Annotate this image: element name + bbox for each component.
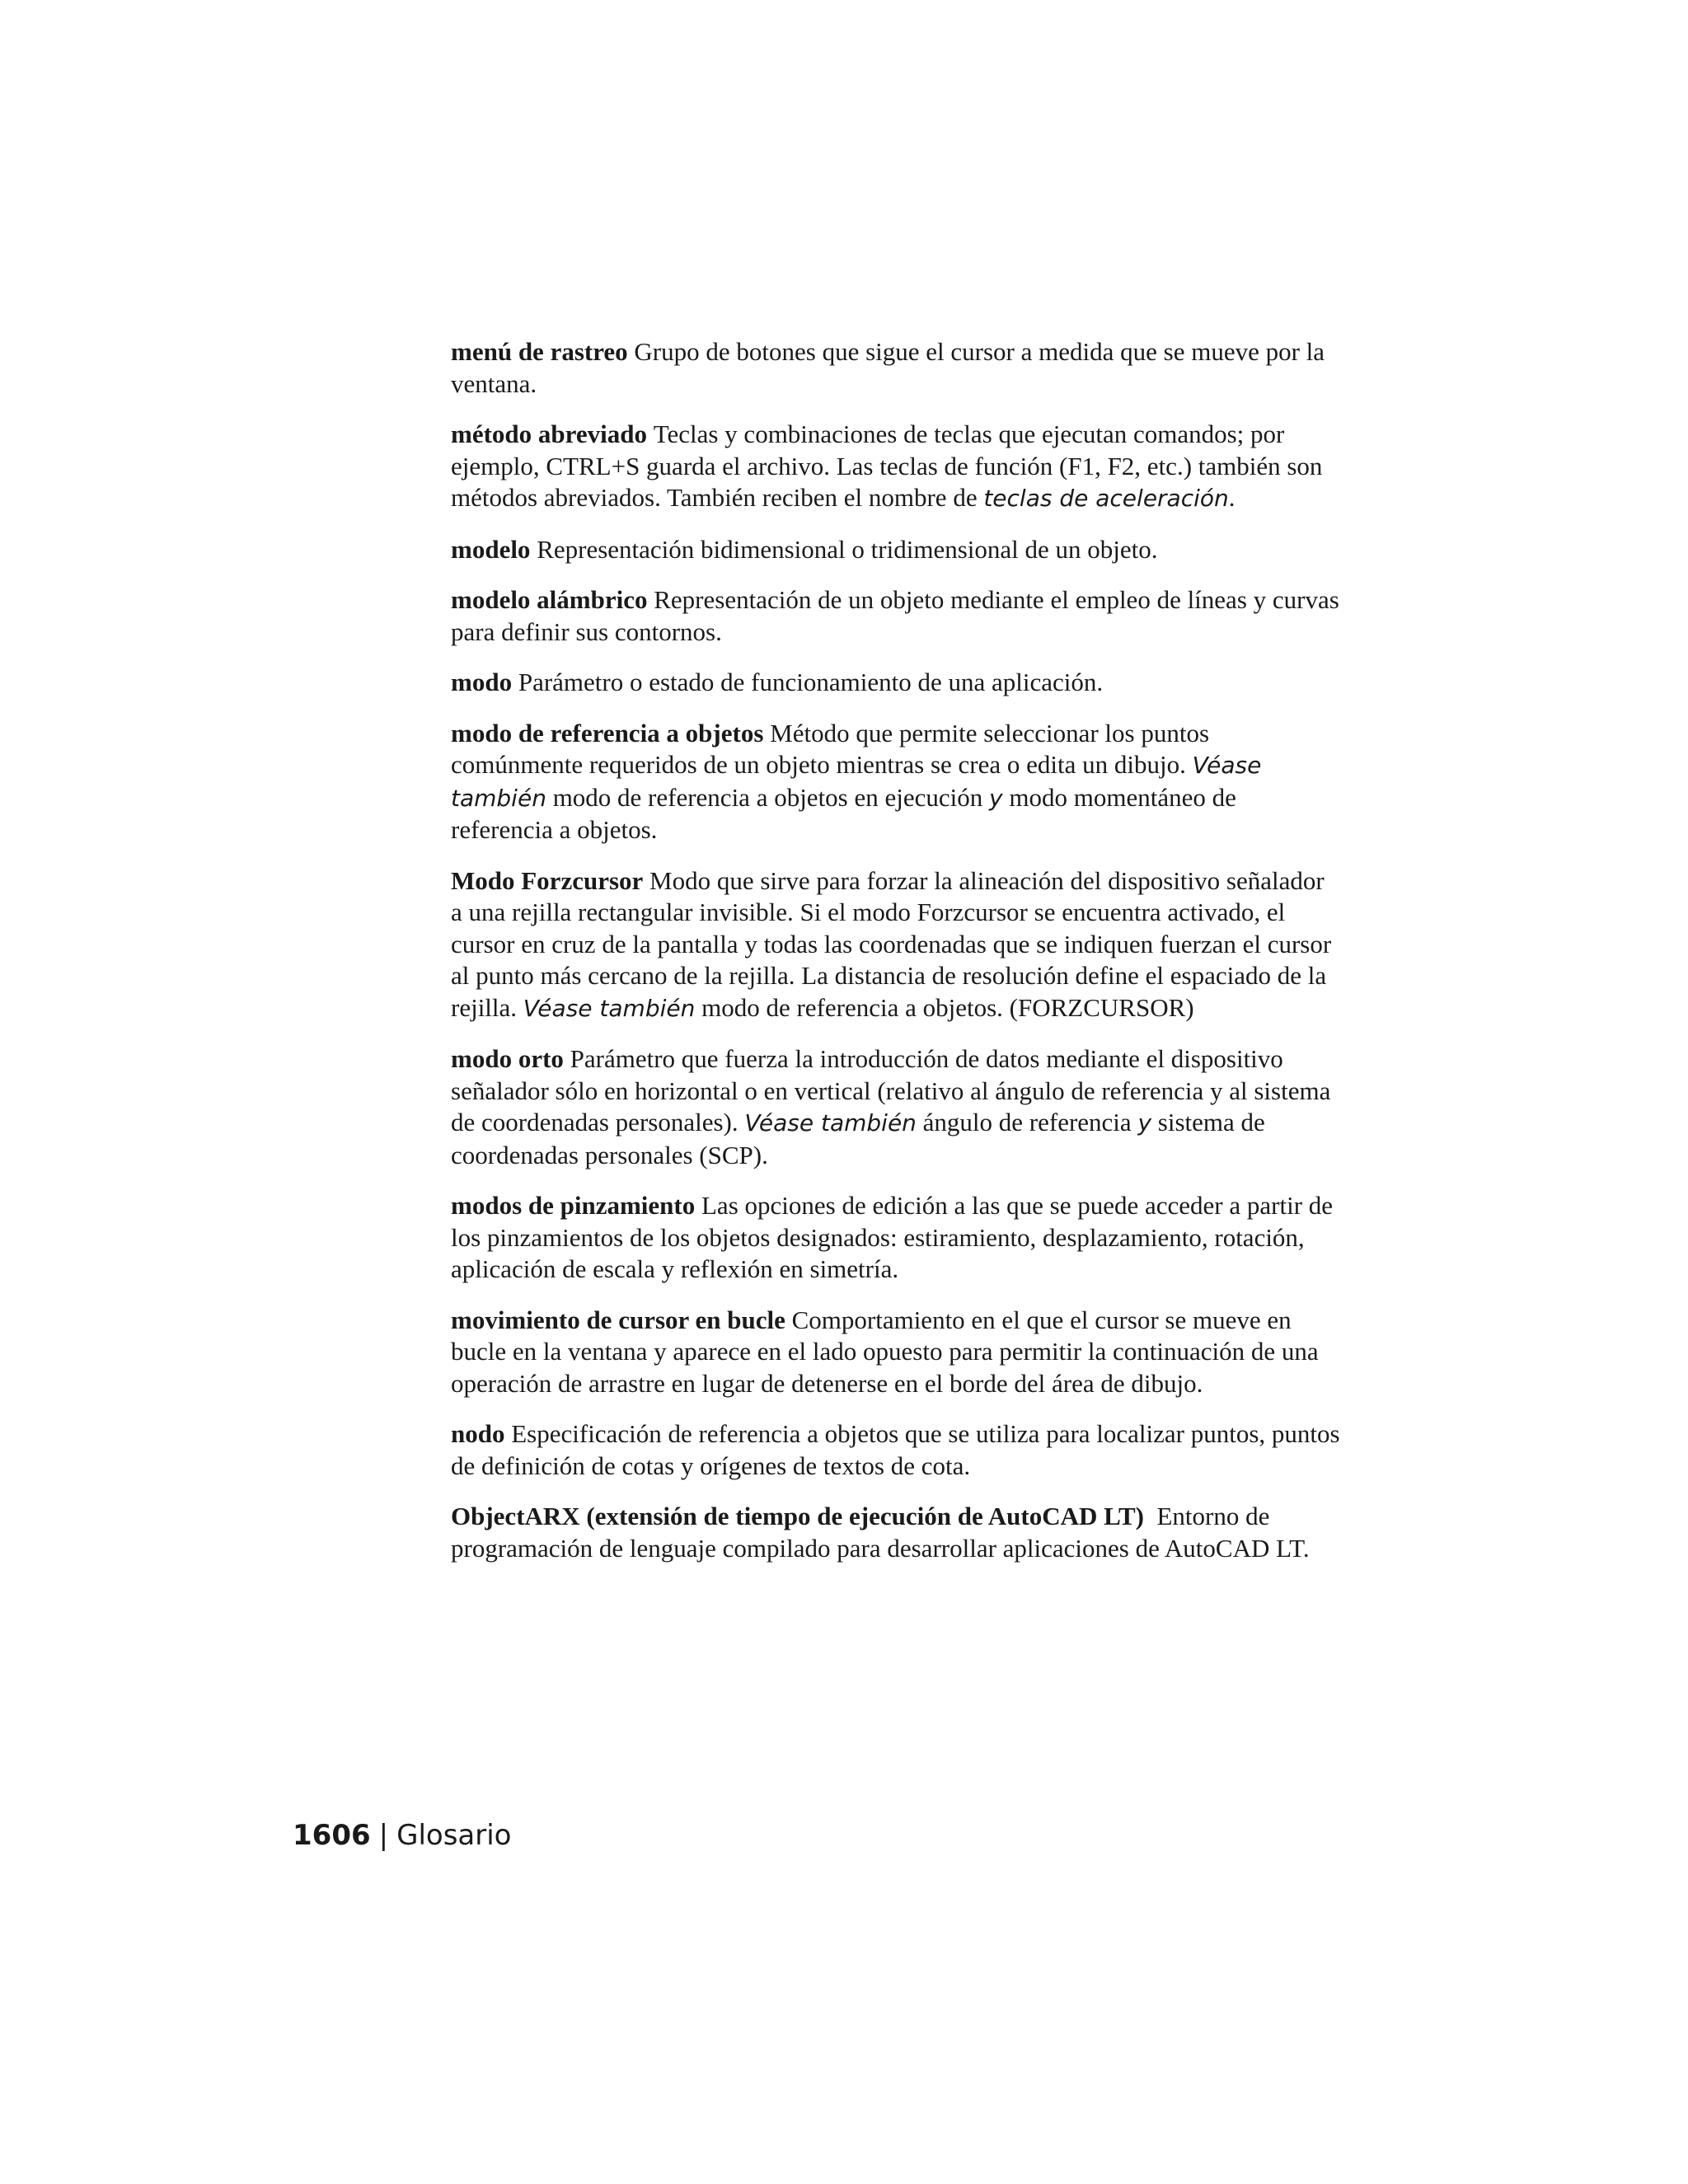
glossary-term: modo de referencia a objetos bbox=[451, 718, 764, 748]
glossary-entry bbox=[451, 1190, 1341, 1286]
definition-italic-text: y bbox=[989, 784, 1003, 812]
definition-text: modo de referencia a objetos. (FORZCURSOR) bbox=[695, 992, 1194, 1022]
glossary-list bbox=[451, 336, 1341, 1583]
definition-text: Las opciones de edición a las que se puede acceder a partir de los pinzamientos de los objetos designados: estiramiento, desplazamiento, rotación, aplicación de escala y reflexión en simetría. bbox=[451, 1191, 1334, 1283]
glossary-entry bbox=[451, 1501, 1341, 1564]
definition-italic-text: y bbox=[1137, 1109, 1152, 1137]
glossary-entry bbox=[451, 1043, 1341, 1171]
glossary-entry bbox=[451, 336, 1341, 400]
glossary-term: Modo Forzcursor bbox=[451, 865, 644, 895]
glossary-entry bbox=[451, 865, 1341, 1025]
glossary-entry bbox=[451, 1418, 1341, 1482]
definition-text: Representación de un objeto mediante el empleo de líneas y curvas para definir sus contornos. bbox=[451, 585, 1339, 646]
definition-text: Teclas y combinaciones de teclas que ejecutan comandos; por ejemplo, CTRL+S guarda el archivo. Las teclas de función (F1, F2, etc.) también son métodos abreviados. También reciben el nombre de bbox=[451, 419, 1323, 512]
definition-text: ángulo de referencia bbox=[916, 1108, 1138, 1137]
definition-italic-text: teclas de aceleración bbox=[983, 485, 1229, 512]
glossary-term: método abreviado bbox=[451, 419, 647, 448]
page-number: 1606 bbox=[293, 1819, 371, 1852]
glossary-entry bbox=[451, 1305, 1341, 1400]
definition-text: Método que permite seleccionar los puntos comúnmente requeridos de un objeto mientras se crea o edita un dibujo. bbox=[451, 718, 1210, 779]
definition-text: Parámetro que fuerza la introducción de datos mediante el dispositivo señalador sólo en horizontal o en vertical (relativo al ángulo de referencia y al sistema de coordenadas personales). bbox=[451, 1044, 1331, 1137]
definition-text: modo de referencia a objetos en ejecución bbox=[546, 782, 990, 812]
glossary-term: modo orto bbox=[451, 1044, 564, 1073]
definition-text: Especificación de referencia a objetos que se utiliza para localizar puntos, puntos de definición de cotas y orígenes de textos de cota. bbox=[451, 1419, 1340, 1480]
glossary-term: modelo alámbrico bbox=[451, 585, 648, 614]
glossary-term: nodo bbox=[451, 1419, 505, 1448]
section-title: Glosario bbox=[396, 1819, 512, 1852]
glossary-term: menú de rastreo bbox=[451, 337, 628, 366]
definition-italic-text: Véase también bbox=[451, 752, 1262, 812]
glossary-term: modo bbox=[451, 668, 513, 696]
definition-text: sistema de coordenadas personales (SCP). bbox=[451, 1108, 1265, 1169]
glossary-term: movimiento de cursor en bucle bbox=[451, 1305, 785, 1334]
glossary-entry bbox=[451, 534, 1341, 566]
glossary-entry bbox=[451, 584, 1341, 648]
definition-text: modo momentáneo de referencia a objetos. bbox=[451, 782, 1236, 844]
glossary-term: modos de pinzamiento bbox=[451, 1191, 696, 1220]
glossary-term: ObjectARX (extensión de tiempo de ejecución de AutoCAD LT) bbox=[451, 1502, 1144, 1530]
glossary-entry bbox=[451, 419, 1341, 515]
glossary-entry bbox=[451, 667, 1341, 699]
definition-text: Modo que sirve para forzar la alineación del dispositivo señalador a una rejilla rectangular invisible. Si el modo Forzcursor se encuentra activado, el cursor en cruz de la pantalla y todas las coordenadas que se indiquen fuerzan el cursor al punto más cercano de la rejilla. La distancia de resolución define el espaciado de la rejilla. bbox=[451, 865, 1332, 1022]
definition-italic-text: Véase también bbox=[523, 994, 696, 1022]
definition-text: Entorno de programación de lenguaje compilado para desarrollar aplicaciones de AutoCAD LT. bbox=[451, 1502, 1310, 1563]
glossary-term: modelo bbox=[451, 534, 531, 564]
definition-text: Representación bidimensional o tridimensional de un objeto. bbox=[537, 534, 1158, 564]
page-footer bbox=[293, 1817, 511, 1854]
definition-text: Parámetro o estado de funcionamiento de una aplicación. bbox=[518, 668, 1104, 696]
definition-text: . bbox=[1228, 483, 1236, 512]
definition-italic-text: Véase también bbox=[744, 1109, 917, 1137]
footer-separator: | bbox=[378, 1819, 389, 1852]
definition-text: Comportamiento en el que el cursor se mueve en bucle en la ventana y aparece en el lado opuesto para permitir la continuación de una operación de arrastre en lugar de detenerse en el borde del área de dibujo. bbox=[451, 1305, 1319, 1398]
glossary-entry bbox=[451, 718, 1341, 846]
definition-text: Grupo de botones que sigue el cursor a medida que se mueve por la ventana. bbox=[451, 337, 1325, 398]
